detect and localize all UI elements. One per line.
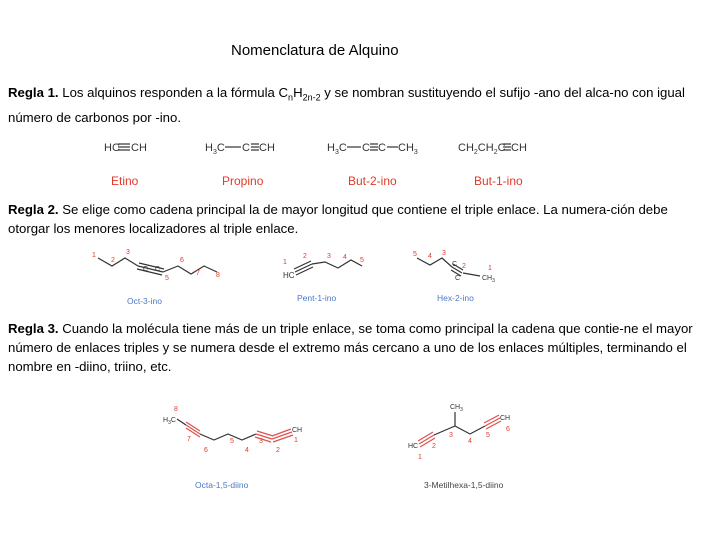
svg-text:2: 2 [276, 447, 280, 454]
but-1-ino-name: But-1-ino [474, 174, 523, 188]
svg-text:2: 2 [432, 443, 436, 450]
svg-text:C: C [155, 266, 161, 273]
but-1-ino-structure [458, 142, 527, 188]
svg-text:3: 3 [442, 250, 446, 257]
etino-structure [104, 142, 147, 188]
oct-3-ino-name: Oct-3-ino [127, 296, 162, 306]
svg-text:6: 6 [506, 426, 510, 433]
but-2-ino-name: But-2-ino [348, 174, 397, 188]
svg-text:8: 8 [174, 406, 178, 413]
pent-1-ino-name: Pent-1-ino [297, 293, 337, 303]
svg-text:HC: HC [408, 443, 419, 450]
svg-text:H3C: $H_3C$ [163, 417, 176, 426]
svg-text:8: 8 [216, 272, 220, 279]
page-title: Nomenclatura de Alquino [231, 42, 399, 59]
svg-text:C: C [362, 142, 370, 154]
svg-text:4: 4 [343, 254, 347, 261]
svg-text:4: 4 [468, 438, 472, 445]
svg-text:CH: CH [131, 142, 147, 154]
propino-structure [205, 142, 275, 188]
svg-text:1: 1 [283, 259, 287, 266]
svg-text:C: C [378, 142, 386, 154]
hex-2-ino-name: Hex-2-ino [437, 293, 474, 303]
svg-text:7: 7 [196, 270, 200, 277]
svg-text:3: 3 [327, 253, 331, 260]
svg-text:5: 5 [360, 257, 364, 264]
svg-text:CH2CH2C: $CH_2CH_2C$ [458, 142, 506, 156]
formula-sub-2n2: 2n-2 [302, 92, 321, 103]
rule-3-label: Regla 3. [8, 321, 59, 336]
svg-text:CH: CH [259, 142, 275, 154]
svg-text:6: 6 [204, 447, 208, 454]
formula-sub-n: n [288, 92, 294, 103]
svg-text:7: 7 [187, 436, 191, 443]
svg-text:6: 6 [180, 257, 184, 264]
hex-2-ino-structure [413, 250, 495, 303]
svg-text:CH: CH [292, 427, 303, 434]
octa-1-5-diino-name: Octa-1,5-diino [195, 480, 249, 490]
svg-text:4: 4 [245, 447, 249, 454]
svg-text:C: C [452, 261, 458, 268]
svg-text:4: 4 [428, 253, 432, 260]
rule-1-text-b: y se nombran sustituyendo el sufijo -ano del alca-no con igual número de carbonos por -ino. [8, 85, 685, 125]
3-metilhexa-1-5-diino-name: 3-Metilhexa-1,5-diino [424, 480, 504, 490]
svg-text:1: 1 [418, 454, 422, 461]
octa-1-5-diino-structure [163, 406, 302, 490]
svg-text:2: 2 [462, 263, 466, 270]
svg-text:CH: CH [511, 142, 527, 154]
svg-text:5: 5 [486, 432, 490, 439]
etino-name: Etino [111, 174, 139, 188]
svg-text:CH3: $CH_3$ [398, 142, 418, 156]
svg-text:1: 1 [488, 265, 492, 272]
formula-h: H [293, 85, 303, 100]
svg-text:3: 3 [126, 249, 130, 256]
svg-text:CH3: $CH_3$ [482, 275, 495, 284]
but-2-ino-structure [327, 142, 418, 188]
svg-text:2: 2 [111, 257, 115, 264]
rule-3-body: Cuando la molécula tiene más de un triple enlace, se toma como principal la cadena que contie-ne el mayor número de enlaces triples y se numera desde el extremo más cercano a uno de los enlaces múltiples, terminando el nombre en -diino, triino, etc. [8, 321, 693, 374]
svg-text:5: 5 [413, 251, 417, 258]
svg-text:C: C [143, 266, 149, 273]
svg-text:5: 5 [165, 275, 169, 282]
svg-text:2: 2 [303, 253, 307, 260]
rule-1-label: Regla 1. [8, 85, 59, 100]
rule-1-text-a: Los alquinos responden a la fórmula C [58, 85, 289, 100]
3-metilhexa-1-5-diino-structure [408, 404, 510, 490]
svg-text:CH3: $CH_3$ [450, 404, 463, 413]
svg-text:C: C [455, 275, 461, 282]
svg-text:HC: HC [283, 271, 295, 280]
svg-text:HC: HC [104, 142, 120, 154]
svg-text:3: 3 [449, 432, 453, 439]
rule-2-body: Se elige como cadena principal la de mayor longitud que contiene el triple enlace. La numera-ción debe otorgar los menores localizadores al triple enlace. [8, 202, 668, 236]
svg-text:H3C: $H_3C$ [327, 142, 347, 156]
svg-text:5: 5 [230, 438, 234, 445]
pent-1-ino-structure [283, 253, 364, 303]
svg-text:3: 3 [259, 438, 263, 445]
svg-text:H3C: $H_3C$ [205, 142, 225, 156]
svg-text:CH: CH [500, 415, 511, 422]
oct-3-ino-structure [92, 249, 220, 306]
svg-text:1: 1 [294, 437, 298, 444]
rule-2-label: Regla 2. [8, 202, 59, 217]
svg-text:1: 1 [92, 252, 96, 259]
propino-name: Propino [222, 174, 264, 188]
svg-text:C: C [242, 142, 250, 154]
